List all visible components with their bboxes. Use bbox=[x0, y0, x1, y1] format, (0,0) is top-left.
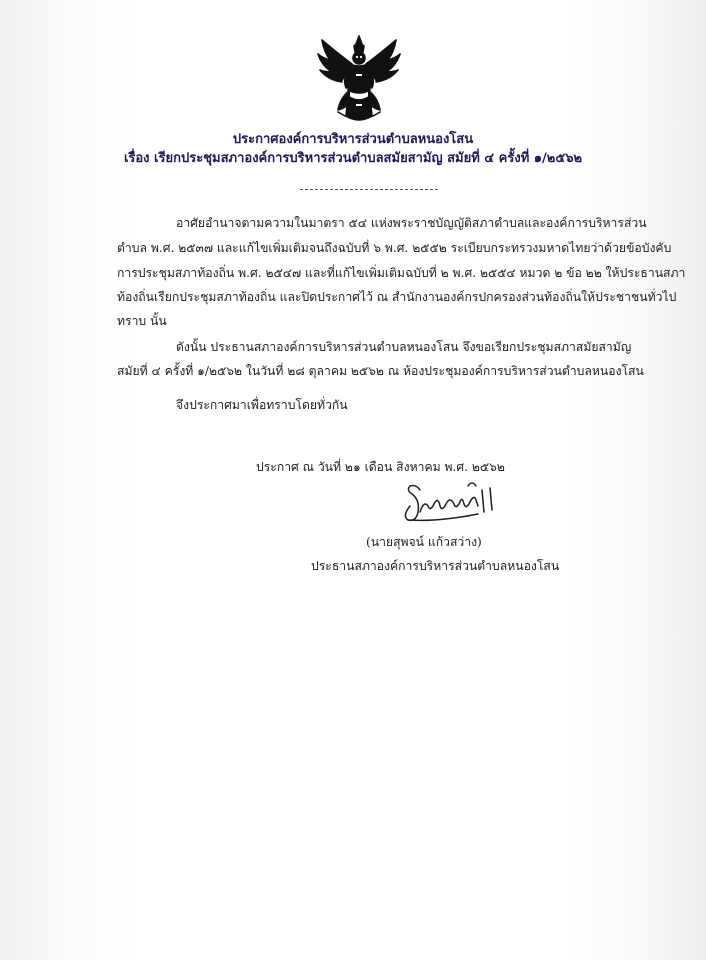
signer-position: ประธานสภาองค์การบริหารส่วนตำบลหนองโสน bbox=[311, 559, 560, 573]
announcement-subject: เรื่อง เรียกประชุมสภาองค์การบริหารส่วนตำบลสมัยสามัญ สมัยที่ ๔ ครั้งที่ ๑/๒๕๖๒ bbox=[123, 151, 583, 166]
paragraph1-line5: ทราบ นั้น bbox=[117, 314, 167, 328]
signer-name: (นายสุพจน์ แก้วสว่าง) bbox=[366, 535, 482, 549]
paragraph1-line3: การประชุมสภาท้องถิ่น พ.ศ. ๒๕๔๗ และที่แก้ไขเพิ่มเติมฉบับที่ ๒ พ.ศ. ๒๕๕๔ หมวด ๒ ข้อ ๒๒ ให้ประธานสภา bbox=[117, 266, 686, 280]
announcement-title: ประกาศองค์การบริหารส่วนตำบลหนองโสน bbox=[232, 132, 474, 147]
title-divider bbox=[300, 189, 438, 190]
garuda-emblem-icon bbox=[316, 34, 402, 126]
handwritten-signature bbox=[398, 476, 508, 524]
paragraph1-line4: ท้องถิ่นเรียกประชุมสภาท้องถิ่น และปิดประกาศไว้ ณ สำนักงานองค์กรปกครองส่วนท้องถิ่นให้ประชาชนทั่วไป bbox=[117, 290, 677, 304]
paragraph1-line2: ตำบล พ.ศ. ๒๕๓๗ และแก้ไขเพิ่มเติมจนถึงฉบับที่ ๖ พ.ศ. ๒๕๕๒ ระเบียบกระทรวงมหาดไทยว่าด้วยข้อบังคับ bbox=[117, 241, 672, 255]
paragraph2-line1: ดังนั้น ประธานสภาองค์การบริหารส่วนตำบลหนองโสน จึงขอเรียกประชุมสภาสมัยสามัญ bbox=[176, 340, 632, 354]
announcement-date: ประกาศ ณ วันที่ ๒๑ เดือน สิงหาคม พ.ศ. ๒๕๖๒ bbox=[256, 460, 505, 474]
closing-statement: จึงประกาศมาเพื่อทราบโดยทั่วกัน bbox=[176, 398, 348, 412]
paragraph2-line2: สมัยที่ ๔ ครั้งที่ ๑/๒๕๖๒ ในวันที่ ๒๘ ตุลาคม ๒๕๖๒ ณ ห้องประชุมองค์การบริหารส่วนตำบลหนองโสน bbox=[117, 364, 644, 378]
paragraph1-line1: อาศัยอำนาจตามความในมาตรา ๕๔ แห่งพระราชบัญญัติสภาตำบลและองค์การบริหารส่วน bbox=[176, 216, 647, 230]
